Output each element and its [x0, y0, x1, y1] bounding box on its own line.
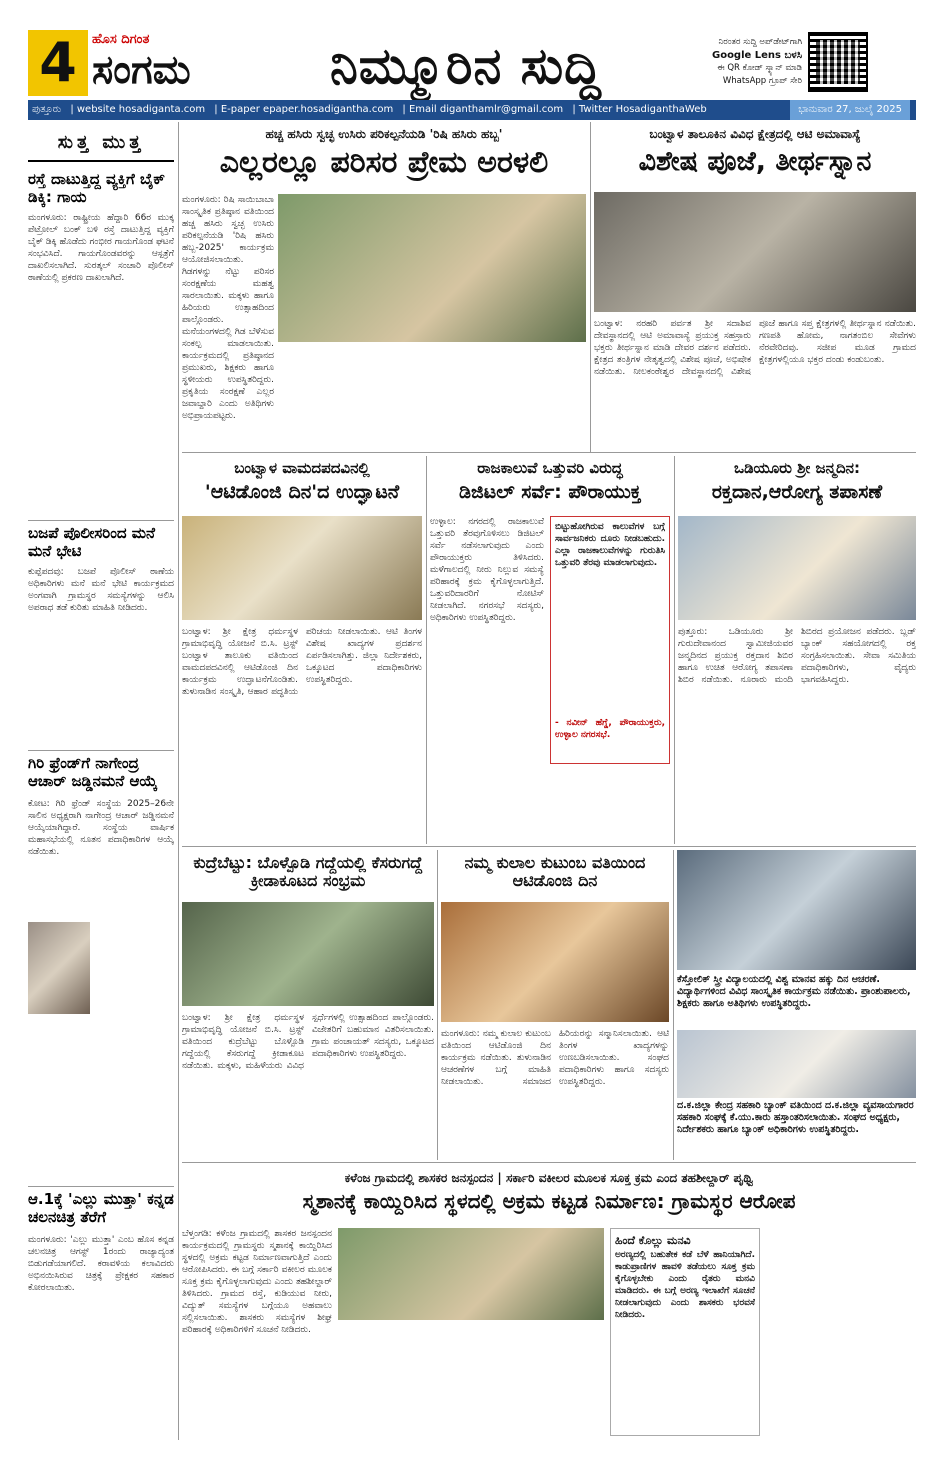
- temple-pooja-photo: [594, 192, 916, 312]
- story-smashana: [182, 1166, 916, 1440]
- sidebar-story-4-title: ಆ.1ಕ್ಕೆ 'ಎಲ್ಲು ಮುತ್ತಾ' ಕನ್ನಡ ಚಲನಚಿತ್ರ ತೆರೆಗೆ: [28, 1190, 174, 1226]
- photo-caption: ದ.ಕ.ಜಿಲ್ಲಾ ಕೇಂದ್ರ ಸಹಕಾರಿ ಬ್ಯಾಂಕ್ ವತಿಯಿಂದ ದ.ಕ.ಜಿಲ್ಲಾ ವ್ಯವಸಾಯಗಾರರ ಸಹಕಾರಿ ಸಂಘಕ್ಕೆ ಕೆ.ಯು.ಕಾರು ಹಸ್ತಾಂತರಿಸಲಾಯಿತು. ಸಂಘದ ಅಧ್ಯಕ್ಷರು, ನಿರ್ದೇಶಕರು ಹಾಗೂ ಬ್ಯಾಂಕ್ ಅಧಿಕಾರಿಗಳು ಉಪಸ್ಥಿತರಿದ್ದರು.: [677, 1100, 914, 1135]
- story-kicker: ಕಳೆಂಜ ಗ್ರಾಮದಲ್ಲಿ ಶಾಸಕರ ಜನಸ್ಪಂದನ | ಸರ್ಕಾರಿ ವಕೀಲರ ಮೂಲಕ ಸೂಕ್ತ ಕ್ರಮ ಎಂದ ತಹಶೀಲ್ದಾರ್ ಪೃಥ್ವಿ: [344, 1171, 754, 1185]
- story-kulala: [441, 850, 669, 1160]
- inauguration-photo: [182, 516, 422, 620]
- divider: [182, 452, 916, 453]
- sidebar-story-1-title: ರಸ್ತೆ ದಾಟುತ್ತಿದ್ದ ವ್ಯಕ್ತಿಗೆ ಬೈಕ್ ಡಿಕ್ಕಿ: ಗಾಯ: [28, 170, 165, 206]
- story-kicker: ರಾಜಕಾಲುವೆ ಒತ್ತುವರಿ ವಿರುದ್ಧ: [477, 460, 623, 477]
- story-body: ಬಂಟ್ವಾಳ: ನರಹರಿ ಪರ್ವತ ಶ್ರೀ ಸದಾಶಿವ ದೇವಸ್ಥಾನದಲ್ಲಿ ಆಟಿ ಅಮಾವಾಸ್ಯೆ ಪ್ರಯುಕ್ತ ಸಹಸ್ರಾರು ಭಕ್ತರು ತೀರ್ಥಸ್ನಾನ ಮಾಡಿ ದೇವರ ದರ್ಶನ ಪಡೆದರು. ಕ್ಷೇತ್ರದ ತಂತ್ರಿಗಳ ನೇತೃತ್ವದಲ್ಲಿ ವಿಶೇಷ ಪೂಜೆ, ಅಭಿಷೇಕ ನಡೆಯಿತು. ನೀಲಕಂಠೇಶ್ವರ ದೇವಸ್ಥಾನದಲ್ಲಿ ವಿಶೇಷ ಪೂಜೆ ಹಾಗೂ ಸಪ್ತ ಕ್ಷೇತ್ರಗಳಲ್ಲಿ ತೀರ್ಥಸ್ನಾನ ನಡೆಯಿತು. ಗಣಪತಿ ಹೋಮ, ನಾಗತಂಬಿಲ ಸೇವೆಗಳು ನೆರವೇರಿದವು. ಸಜೀಪ ಮೂಡ ಗ್ರಾಮದ ಕ್ಷೇತ್ರಗಳಲ್ಲಿಯೂ ಭಕ್ತರ ದಂಡು ಕಂಡುಬಂತು.: [594, 319, 916, 377]
- column-divider: [437, 850, 438, 1160]
- story-rajakaluve: [430, 456, 670, 844]
- story-headline: ರಕ್ತದಾನ,ಆರೋಗ್ಯ ತಪಾಸಣೆ: [711, 482, 883, 503]
- sidebar-story-2-body: ಕುಪ್ಪೆಪದವು: ಬಜಪೆ ಪೊಲೀಸ್ ಠಾಣೆಯ ಅಧಿಕಾರಿಗಳು ಮನೆ ಮನೆ ಭೇಟಿ ಕಾರ್ಯಕ್ರಮದ ಅಂಗವಾಗಿ ಗ್ರಾಮಸ್ಥರ ಸಮಸ್ಯೆಗಳನ್ನು ಆಲಿಸಿ ಅಪರಾಧ ತಡೆ ಕುರಿತು ಮಾಹಿತಿ ನೀಡಿದರು.: [28, 567, 174, 613]
- atidonji-event-photo: [441, 902, 669, 1022]
- column-divider: [426, 456, 427, 844]
- column-divider: [590, 122, 591, 452]
- strip-date: ಭಾನುವಾರ 27, ಜುಲೈ 2025: [790, 100, 910, 120]
- story-kicker: ಒಡಿಯೂರು ಶ್ರೀ ಜನ್ಮದಿನ:: [733, 460, 860, 477]
- brand-name: ಸಂಗಮ: [92, 47, 191, 93]
- story-kicker: ಬಂಟ್ವಾಳ ವಾಮದಪದವಿನಲ್ಲಿ: [234, 460, 370, 477]
- sidebar-story-3-continued: [94, 922, 174, 1014]
- mud-sports-photo: [182, 902, 434, 1006]
- strip-epaper[interactable]: E-paper epaper.hosadigantha.com: [220, 104, 394, 115]
- divider: [28, 1186, 174, 1187]
- sidebar-story-3-title: ಗಿರಿ ಫ್ರೆಂಡ್‌ಗೆ ನಾಗೇಂದ್ರ ಆಚಾರ್ ಜಡ್ಡಿನಮನೆ ಆಯ್ಕೆ: [28, 754, 158, 790]
- brand-small: ಹೊಸ ದಿಗಂತ: [92, 32, 150, 47]
- sidebar-story-1-body: ಮಂಗಳೂರು: ರಾಷ್ಟ್ರೀಯ ಹೆದ್ದಾರಿ 66ರ ಮುಕ್ಕ ಪೆಟ್ರೋಲ್ ಬಂಕ್ ಬಳಿ ರಸ್ತೆ ದಾಟುತ್ತಿದ್ದ ವ್ಯಕ್ತಿಗೆ ಬೈಕ್ ಡಿಕ್ಕಿ ಹೊಡೆದು ಗಂಭೀರ ಗಾಯಗೊಂಡ ಘಟನೆ ಸಂಭವಿಸಿದೆ. ಗಾಯಗೊಂಡವರನ್ನು ಆಸ್ಪತ್ರೆಗೆ ದಾಖಲಿಸಲಾಗಿದೆ. ಸುರತ್ಕಲ್ ಸಂಚಾರಿ ಪೊಲೀಸ್ ಠಾಣೆಯಲ್ಲಿ ಪ್ರಕರಣ ದಾಖಲಾಗಿದೆ.: [28, 213, 174, 283]
- column-divider: [673, 850, 674, 1160]
- strip-twitter[interactable]: Twitter HosadiganthaWeb: [578, 104, 707, 115]
- story-headline: ವಿಶೇಷ ಪೂಜೆ, ತೀರ್ಥಸ್ನಾನ: [638, 146, 872, 177]
- story-body-continued: [766, 1228, 916, 1436]
- sidebar-story-2-title: ಬಜಪೆ ಪೊಲೀಸರಿಂದ ಮನೆ ಮನೆ ಭೇಟಿ: [28, 524, 155, 560]
- story-kudrebettu: [182, 850, 434, 1160]
- strip-email[interactable]: Email diganthamlr@gmail.com: [408, 104, 564, 115]
- photo-stories-right: [677, 850, 916, 1160]
- side-box-title: ಹಿಂದೆ ಕೊಲ್ಲು ಮನವಿ: [615, 1234, 691, 1247]
- column-divider: [674, 456, 675, 844]
- divider: [182, 1162, 916, 1163]
- info-strip: ಪುತ್ತೂರು | website hosadiganta.com | E-paper epaper.hosadigantha.com | Email diganthamlr@gmail.com | Twitter HosadiganthaWeb ಭಾನುವಾರ 27, ಜುಲೈ 2025: [28, 100, 916, 120]
- photo-caption: ಕೆಸ್ತೋಲಿಕ್ ಸ್ತ್ರೀ ವಿದ್ಯಾಲಯದಲ್ಲಿ ವಿಶ್ವ ಮಾನವ ಹಕ್ಕು ದಿನ ಆಚರಣೆ. ವಿದ್ಯಾರ್ಥಿಗಳಿಂದ ವಿವಿಧ ಸಾಂಸ್ಕೃತಿಕ ಕಾರ್ಯಕ್ರಮ ನಡೆಯಿತು. ಪ್ರಾಂಶುಪಾಲರು, ಶಿಕ್ಷಕರು ಹಾಗೂ ಅತಿಥಿಗಳು ಉಪಸ್ಥಿತರಿದ್ದರು.: [677, 974, 911, 1009]
- tree-planting-photo: [278, 194, 586, 342]
- strip-city: ಪುತ್ತೂರು: [32, 104, 62, 115]
- page-number: 4: [28, 30, 88, 96]
- story-rishi: [182, 122, 586, 452]
- story-odiyoor: [678, 456, 916, 844]
- sidebar: [28, 122, 174, 1440]
- divider: [182, 846, 916, 847]
- qr-code-pattern: [816, 40, 860, 84]
- quote-text: ಬಿಟ್ಟುಹೋಗಿರುವ ಕಾಲುವೆಗಳ ಬಗ್ಗೆ ಸಾರ್ವಜನಿಕರು ದೂರು ನೀಡಬಹುದು. ಎಲ್ಲಾ ರಾಜಕಾಲುವೆಗಳನ್ನು ಗುರುತಿಸಿ ಒತ್ತುವರಿ ತೆರವು ಮಾಡಲಾಗುವುದು.: [555, 522, 665, 568]
- column-divider: [178, 122, 179, 1440]
- story-body: ಬೆಳ್ತಂಗಡಿ: ಕಳೆಂಜ ಗ್ರಾಮದಲ್ಲಿ ಶಾಸಕರ ಜನಸ್ಪಂದನ ಕಾರ್ಯಕ್ರಮದಲ್ಲಿ ಗ್ರಾಮಸ್ಥರು ಸ್ಮಶಾನಕ್ಕೆ ಕಾಯ್ದಿರಿಸಿದ ಸ್ಥಳದಲ್ಲಿ ಅಕ್ರಮ ಕಟ್ಟಡ ನಿರ್ಮಾಣವಾಗುತ್ತಿದೆ ಎಂದು ಆರೋಪಿಸಿದರು. ಈ ಬಗ್ಗೆ ಸರ್ಕಾರಿ ವಕೀಲರ ಮೂಲಕ ಸೂಕ್ತ ಕ್ರಮ ಕೈಗೊಳ್ಳಲಾಗುವುದು ಎಂದು ತಹಶೀಲ್ದಾರ್ ತಿಳಿಸಿದರು. ಗ್ರಾಮದ ರಸ್ತೆ, ಕುಡಿಯುವ ನೀರು, ವಿದ್ಯುತ್ ಸಮಸ್ಯೆಗಳ ಬಗ್ಗೆಯೂ ಅಹವಾಲು ಸಲ್ಲಿಸಲಾಯಿತು. ಶಾಸಕರು ಸಮಸ್ಯೆಗಳ ಶೀಘ್ರ ಪರಿಹಾರಕ್ಕೆ ಅಧಿಕಾರಿಗಳಿಗೆ ಸೂಚನೆ ನೀಡಿದರು.: [182, 1229, 332, 1335]
- divider: [28, 520, 174, 521]
- cooperative-event-photo: [677, 1030, 916, 1098]
- story-body-continued: [550, 768, 670, 840]
- janaspandana-photo: [338, 1228, 604, 1320]
- story-body-continued: [338, 1326, 604, 1436]
- sidebar-story-3-body: ಕೋಟ: ಗಿರಿ ಫ್ರೆಂಡ್ ಸಂಸ್ಥೆಯ 2025–26ನೇ ಸಾಲಿನ ಅಧ್ಯಕ್ಷರಾಗಿ ನಾಗೇಂದ್ರ ಆಚಾರ್ ಜಡ್ಡಿನಮನೆ ಆಯ್ಕೆಯಾಗಿದ್ದಾರೆ. ಸಂಸ್ಥೆಯ ವಾರ್ಷಿಕ ಮಹಾಸಭೆಯಲ್ಲಿ ನೂತನ ಪದಾಧಿಕಾರಿಗಳ ಆಯ್ಕೆ ನಡೆಯಿತು.: [28, 799, 174, 857]
- story-amavasya: [594, 122, 916, 452]
- story-body: ಬಂಟ್ವಾಳ: ಶ್ರೀ ಕ್ಷೇತ್ರ ಧರ್ಮಸ್ಥಳ ಗ್ರಾಮಾಭಿವೃದ್ಧಿ ಯೋಜನೆ ಬಿ.ಸಿ. ಟ್ರಸ್ಟ್ ವತಿಯಿಂದ ಕುದ್ರೆಬೆಟ್ಟು ಬೊಳ್ಪೊಡಿ ಗದ್ದೆಯಲ್ಲಿ ಕೆಸರುಗದ್ದೆ ಕ್ರೀಡಾಕೂಟ ನಡೆಯಿತು. ಮಕ್ಕಳು, ಮಹಿಳೆಯರು ವಿವಿಧ ಸ್ಪರ್ಧೆಗಳಲ್ಲಿ ಉತ್ಸಾಹದಿಂದ ಪಾಲ್ಗೊಂಡರು. ವಿಜೇತರಿಗೆ ಬಹುಮಾನ ವಿತರಿಸಲಾಯಿತು. ಗ್ರಾಮ ಪಂಚಾಯತ್ ಸದಸ್ಯರು, ಒಕ್ಕೂಟದ ಪದಾಧಿಕಾರಿಗಳು ಉಪಸ್ಥಿತರಿದ್ದರು.: [182, 1013, 434, 1071]
- story-kicker: ಬಂಟ್ವಾಳ ತಾಲೂಕಿನ ವಿವಿಧ ಕ್ಷೇತ್ರದಲ್ಲಿ ಆಟಿ ಅಮಾವಾಸ್ಯೆ: [649, 127, 861, 141]
- masthead: [0, 0, 945, 100]
- quote-box: [550, 516, 670, 764]
- qr-instructions: [690, 36, 802, 88]
- section-title: ನಿಮ್ಮೂರಿನ ಸುದ್ದಿ: [330, 37, 602, 95]
- story-headline: ಸ್ಮಶಾನಕ್ಕೆ ಕಾಯ್ದಿರಿಸಿದ ಸ್ಥಳದಲ್ಲಿ ಅಕ್ರಮ ಕಟ್ಟಡ ನಿರ್ಮಾಣ: ಗ್ರಾಮಸ್ಥರ ಆರೋಪ: [302, 1190, 796, 1213]
- qr-line: ಈ QR ಕೋಡ್ ಸ್ಕ್ಯಾನ್ ಮಾಡಿ: [717, 63, 802, 73]
- qr-line: Google Lens ಬಳಸಿ: [711, 50, 802, 61]
- story-headline: ನಮ್ಮ ಕುಲಾಲ ಕುಟುಂಬ ವತಿಯಿಂದ ಆಟಿಡೊಂಜಿ ದಿನ: [464, 854, 646, 891]
- divider: [28, 750, 174, 751]
- story-headline: ಡಿಜಿಟಲ್ ಸರ್ವೆ: ಪೌರಾಯುಕ್ತ: [459, 482, 641, 503]
- story-body: ಪುತ್ತೂರು: ಒಡಿಯೂರು ಶ್ರೀ ಗುರುದೇವಾನಂದ ಸ್ವಾಮೀಜಿಯವರ ಜನ್ಮದಿನದ ಪ್ರಯುಕ್ತ ರಕ್ತದಾನ ಶಿಬಿರ ಹಾಗೂ ಉಚಿತ ಆರೋಗ್ಯ ತಪಾಸಣಾ ಶಿಬಿರ ನಡೆಯಿತು. ನೂರಾರು ಮಂದಿ ಶಿಬಿರದ ಪ್ರಯೋಜನ ಪಡೆದರು. ಬ್ಲಡ್ ಬ್ಯಾಂಕ್ ಸಹಯೋಗದಲ್ಲಿ ರಕ್ತ ಸಂಗ್ರಹಿಸಲಾಯಿತು. ಸೇವಾ ಸಮಿತಿಯ ಪದಾಧಿಕಾರಿಗಳು, ವೈದ್ಯರು ಭಾಗವಹಿಸಿದ್ದರು.: [678, 627, 916, 685]
- story-kicker: ಹಚ್ಚ ಹಸಿರು ಸ್ವಚ್ಛ ಉಸಿರು ಪರಿಕಲ್ಪನೆಯಡಿ 'ರಿಷಿ ಹಸಿರು ಹಬ್ಬ': [265, 127, 503, 141]
- story-body-continued: [278, 348, 586, 448]
- story-body: ಮಂಗಳೂರು: ನಮ್ಮ ಕುಲಾಲ ಕುಟುಂಬ ವತಿಯಿಂದ ಆಟಿಡೊಂಜಿ ದಿನ ಕಾರ್ಯಕ್ರಮ ನಡೆಯಿತು. ತುಳುನಾಡಿನ ಆಚರಣೆಗಳ ಬಗ್ಗೆ ಮಾಹಿತಿ ನೀಡಲಾಯಿತು. ಸಮಾಜದ ಹಿರಿಯರನ್ನು ಸನ್ಮಾನಿಸಲಾಯಿತು. ಆಟಿ ತಿಂಗಳ ಖಾದ್ಯಗಳನ್ನು ಉಣಬಡಿಸಲಾಯಿತು. ಸಂಘದ ಪದಾಧಿಕಾರಿಗಳು ಹಾಗೂ ಸದಸ್ಯರು ಉಪಸ್ಥಿತರಿದ್ದರು.: [441, 1029, 669, 1087]
- person-photo: [28, 922, 90, 1014]
- qr-line: WhatsApp ಗ್ರೂಪ್ ಸೇರಿ: [722, 76, 802, 86]
- side-box: [610, 1228, 760, 1436]
- quote-author: - ನವೀನ್ ಹೆಗ್ಡೆ, ಪೌರಾಯುಕ್ತರು, ಉಳ್ಳಾಲ ನಗರಸಭೆ.: [555, 718, 665, 740]
- sidebar-column-name: ಸುತ್ತ ಮುತ್ತ: [28, 126, 174, 162]
- story-body: ಬಂಟ್ವಾಳ: ಶ್ರೀ ಕ್ಷೇತ್ರ ಧರ್ಮಸ್ಥಳ ಗ್ರಾಮಾಭಿವೃದ್ಧಿ ಯೋಜನೆ ಬಿ.ಸಿ. ಟ್ರಸ್ಟ್ ಬಂಟ್ವಾಳ ತಾಲೂಕು ವತಿಯಿಂದ ವಾಮದಪದವಿನಲ್ಲಿ ಆಟಿಡೊಂಜಿ ದಿನ ಕಾರ್ಯಕ್ರಮ ಉದ್ಘಾಟನೆಗೊಂಡಿತು. ತುಳುನಾಡಿನ ಸಂಸ್ಕೃತಿ, ಆಹಾರ ಪದ್ಧತಿಯ ಪರಿಚಯ ನೀಡಲಾಯಿತು. ಆಟಿ ತಿಂಗಳ ವಿಶೇಷ ಖಾದ್ಯಗಳ ಪ್ರದರ್ಶನ ಏರ್ಪಡಿಸಲಾಗಿತ್ತು. ಜಿಲ್ಲಾ ನಿರ್ದೇಶಕರು, ಒಕ್ಕೂಟದ ಪದಾಧಿಕಾರಿಗಳು ಉಪಸ್ಥಿತರಿದ್ದರು.: [182, 627, 422, 697]
- story-body: ಮಂಗಳೂರು: ರಿಷಿ ಸಾಯಿಬಾಬಾ ಸಾಂಸ್ಕೃತಿಕ ಪ್ರತಿಷ್ಠಾನ ವತಿಯಿಂದ ಹಚ್ಚ ಹಸಿರು ಸ್ವಚ್ಛ ಉಸಿರು ಪರಿಕಲ್ಪನೆಯಡಿ 'ರಿಷಿ ಹಸಿರು ಹಬ್ಬ-2025' ಕಾರ್ಯಕ್ರಮ ಆಯೋಜಿಸಲಾಯಿತು. ಗಿಡಗಳನ್ನು ನೆಟ್ಟು ಪರಿಸರ ಸಂರಕ್ಷಣೆಯ ಮಹತ್ವ ಸಾರಲಾಯಿತು. ಮಕ್ಕಳು ಹಾಗೂ ಹಿರಿಯರು ಉತ್ಸಾಹದಿಂದ ಪಾಲ್ಗೊಂಡರು. ಮನೆಯಂಗಳದಲ್ಲಿ ಗಿಡ ಬೆಳೆಸುವ ಸಂಕಲ್ಪ ಮಾಡಲಾಯಿತು. ಕಾರ್ಯಕ್ರಮದಲ್ಲಿ ಪ್ರತಿಷ್ಠಾನದ ಪ್ರಮುಖರು, ಶಿಕ್ಷಕರು ಹಾಗೂ ಸ್ಥಳೀಯರು ಉಪಸ್ಥಿತರಿದ್ದರು. ಪ್ರಕೃತಿಯ ಸಂರಕ್ಷಣೆ ಎಲ್ಲರ ಜವಾಬ್ದಾರಿ ಎಂದು ಅತಿಥಿಗಳು ಅಭಿಪ್ರಾಯಪಟ್ಟರು.: [182, 195, 274, 421]
- strip-website[interactable]: website hosadiganta.com: [76, 104, 206, 115]
- sidebar-story-4-body: ಮಂಗಳೂರು: 'ಎಲ್ಲು ಮುತ್ತಾ' ಎಂಬ ಹೊಸ ಕನ್ನಡ ಚಲನಚಿತ್ರ ಆಗಸ್ಟ್ 1ರಂದು ರಾಜ್ಯಾದ್ಯಂತ ಬಿಡುಗಡೆಯಾಗಲಿದೆ. ಕರಾವಳಿಯ ಕಲಾವಿದರು ಅಭಿನಯಿಸಿರುವ ಚಿತ್ರಕ್ಕೆ ಪ್ರೇಕ್ಷಕರ ಸಹಕಾರ ಕೋರಲಾಯಿತು.: [28, 1235, 174, 1293]
- story-headline: 'ಆಟಿಡೊಂಜಿ ದಿನ'ದ ಉದ್ಘಾಟನೆ: [204, 482, 400, 503]
- story-atidonji: [182, 456, 422, 844]
- story-headline: ಕುದ್ರೆಬೆಟ್ಟು: ಬೊಳ್ಪೊಡಿ ಗದ್ದೆಯಲ್ಲಿ ಕೆಸರುಗದ್ದೆ ಕ್ರೀಡಾಕೂಟದ ಸಂಭ್ರಮ: [193, 854, 423, 891]
- qr-line: ನಿರಂತರ ಸುದ್ದಿ ಅಪ್‌ಡೇಟ್‌ಗಾಗಿ: [718, 37, 802, 47]
- side-box-body: ಅರಣ್ಯದಲ್ಲಿ ಬಹುತೇಕ ಕಡೆ ಬೆಳೆ ಹಾನಿಯಾಗಿದೆ. ಕಾಡುಪ್ರಾಣಿಗಳ ಹಾವಳಿ ತಡೆಯಲು ಸೂಕ್ತ ಕ್ರಮ ಕೈಗೊಳ್ಳಬೇಕು ಎಂದು ರೈತರು ಮನವಿ ಮಾಡಿದರು. ಈ ಬಗ್ಗೆ ಅರಣ್ಯ ಇಲಾಖೆಗೆ ಸೂಚನೆ ನೀಡಲಾಗುವುದು ಎಂದು ಶಾಸಕರು ಭರವಸೆ ನೀಡಿದರು.: [615, 1250, 755, 1320]
- blood-donation-photo: [678, 516, 916, 620]
- story-headline: ಎಲ್ಲರಲ್ಲೂ ಪರಿಸರ ಪ್ರೇಮ ಅರಳಲಿ: [219, 146, 549, 180]
- story-body: ಉಳ್ಳಾಲ: ನಗರದಲ್ಲಿ ರಾಜಕಾಲುವೆ ಒತ್ತುವರಿ ತೆರವುಗೊಳಿಸಲು ಡಿಜಿಟಲ್ ಸರ್ವೆ ನಡೆಸಲಾಗುವುದು ಎಂದು ಪೌರಾಯುಕ್ತರು ತಿಳಿಸಿದರು. ಮಳೆಗಾಲದಲ್ಲಿ ನೀರು ನಿಲ್ಲುವ ಸಮಸ್ಯೆ ಪರಿಹಾರಕ್ಕೆ ಕ್ರಮ ಕೈಗೊಳ್ಳಲಾಗುತ್ತಿದೆ. ಒತ್ತುವರಿದಾರರಿಗೆ ನೋಟಿಸ್ ನೀಡಲಾಗಿದೆ. ನಗರಸಭೆ ಸದಸ್ಯರು, ಅಧಿಕಾರಿಗಳು ಉಪಸ್ಥಿತರಿದ್ದರು.: [430, 517, 544, 623]
- school-event-photo: [677, 850, 916, 970]
